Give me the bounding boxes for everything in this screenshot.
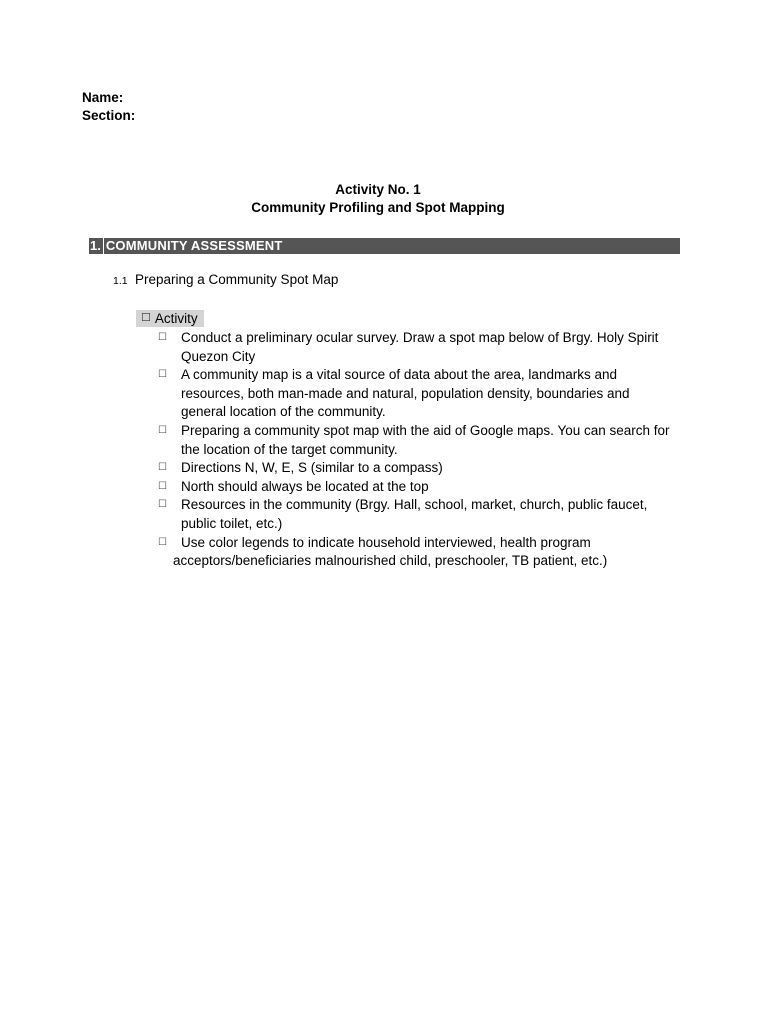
subsection-heading [113,271,338,290]
list-item [158,478,678,497]
checkbox-bullet-icon: ☐ [158,424,167,436]
name-field-label: Name: [82,90,124,105]
activity-subtitle: Community Profiling and Spot Mapping [251,200,505,215]
checkbox-icon: ☐ [141,312,151,324]
list-item-text: Directions N, W, E, S (similar to a compass) [181,460,443,476]
activity-label: Activity [154,311,198,326]
checkbox-bullet-icon: ☐ [158,462,167,474]
list-item [158,534,678,571]
list-item-text: Use color legends to indicate household interviewed, health program acceptors/beneficiaries malnourished child, preschooler, TB patient, etc.) [173,534,608,569]
list-item-text: A community map is a vital source of data about the area, landmarks and resources, both man-made and natural, population density, boundaries and general location of the community. [181,367,630,420]
checkbox-bullet-icon: ☐ [158,499,167,511]
section-number: 1. [89,238,104,254]
list-item-text: North should always be located at the top [181,478,429,494]
section-header-bar [89,238,680,254]
section-title: COMMUNITY ASSESSMENT [105,238,283,253]
checkbox-bullet-icon: ☐ [158,480,167,492]
checkbox-bullet-icon: ☐ [158,536,167,548]
checkbox-bullet-icon: ☐ [158,369,167,381]
list-item-text: Preparing a community spot map with the aid of Google maps. You can search for the location of the target community. [181,422,670,457]
list-item [158,329,678,366]
activity-title: Activity No. 1 [335,182,421,197]
section-field-label: Section: [82,108,136,123]
list-item [158,366,678,422]
list-item [158,459,678,478]
list-item [158,496,678,533]
list-item-text: Conduct a preliminary ocular survey. Draw a spot map below of Brgy. Holy Spirit Quezon City [181,330,659,364]
list-item-text: Resources in the community (Brgy. Hall, school, market, church, public faucet, public toilet, etc.) [181,497,648,531]
list-item [158,422,678,459]
subsection-title: Preparing a Community Spot Map [135,272,339,287]
checkbox-bullet-icon: ☐ [158,332,167,343]
activity-tag [136,310,204,327]
subsection-number: 1.1 [113,275,128,287]
activity-instructions-list [158,329,678,571]
